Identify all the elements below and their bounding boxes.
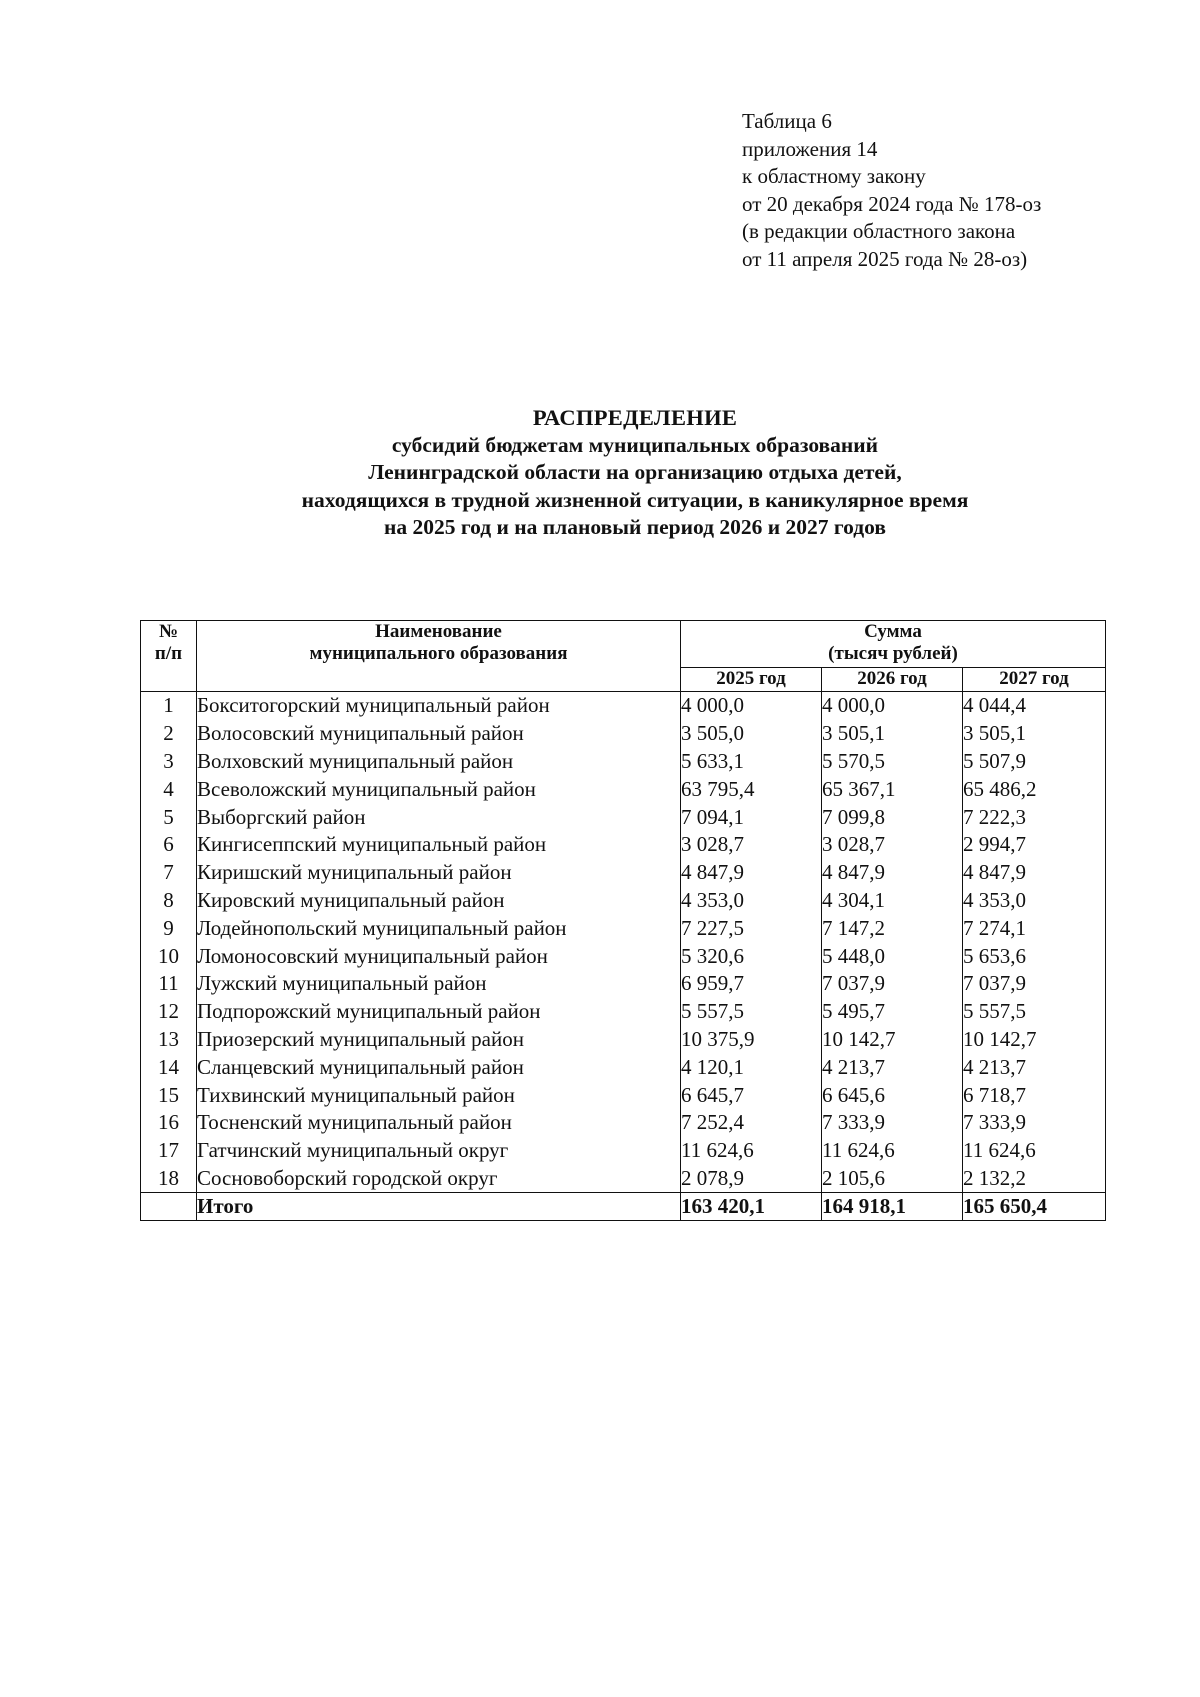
value-2026: 4 213,7 — [822, 1053, 963, 1081]
value-2026: 11 624,6 — [822, 1137, 963, 1165]
value-2025: 63 795,4 — [681, 775, 822, 803]
document-title — [0, 404, 1200, 542]
value-2025: 7 252,4 — [681, 1109, 822, 1137]
row-number: 1 — [141, 692, 197, 720]
value-2025: 7 094,1 — [681, 803, 822, 831]
total-label: Итого — [197, 1193, 681, 1221]
value-2027: 4 213,7 — [963, 1053, 1106, 1081]
row-number: 2 — [141, 720, 197, 748]
table-row — [141, 914, 1106, 942]
row-number: 6 — [141, 831, 197, 859]
value-2026: 3 028,7 — [822, 831, 963, 859]
value-2025: 3 028,7 — [681, 831, 822, 859]
municipality-name: Всеволожский муниципальный район — [197, 775, 681, 803]
value-2026: 2 105,6 — [822, 1165, 963, 1193]
row-number: 10 — [141, 942, 197, 970]
table-row — [141, 970, 1106, 998]
municipality-name: Бокситогорский муниципальный район — [197, 692, 681, 720]
table-row — [141, 1137, 1106, 1165]
value-2025: 5 633,1 — [681, 748, 822, 776]
municipality-name: Волховский муниципальный район — [197, 748, 681, 776]
row-number: 14 — [141, 1053, 197, 1081]
value-2027: 4 044,4 — [963, 692, 1106, 720]
row-number: 5 — [141, 803, 197, 831]
value-2025: 4 120,1 — [681, 1053, 822, 1081]
row-number: 16 — [141, 1109, 197, 1137]
value-2025: 4 000,0 — [681, 692, 822, 720]
value-2025: 4 353,0 — [681, 887, 822, 915]
municipality-name: Волосовский муниципальный район — [197, 720, 681, 748]
value-2027: 3 505,1 — [963, 720, 1106, 748]
value-2025: 10 375,9 — [681, 1026, 822, 1054]
value-2027: 4 847,9 — [963, 859, 1106, 887]
value-2027: 65 486,2 — [963, 775, 1106, 803]
value-2027: 7 333,9 — [963, 1109, 1106, 1137]
value-2027: 6 718,7 — [963, 1081, 1106, 1109]
total-2027: 165 650,4 — [963, 1193, 1106, 1221]
total-number-cell — [141, 1193, 197, 1221]
value-2027: 5 507,9 — [963, 748, 1106, 776]
header-sum-line2: (тысяч рублей) — [828, 643, 958, 664]
value-2026: 4 847,9 — [822, 859, 963, 887]
value-2027: 7 037,9 — [963, 970, 1106, 998]
table-row — [141, 831, 1106, 859]
row-number: 4 — [141, 775, 197, 803]
attachment-line: Таблица 6 — [742, 109, 832, 133]
value-2026: 7 333,9 — [822, 1109, 963, 1137]
attachment-line: к областному закону — [742, 164, 926, 188]
attachment-line: (в редакции областного закона — [742, 219, 1016, 243]
value-2025: 5 320,6 — [681, 942, 822, 970]
title-line: субсидий бюджетам муниципальных образований — [391, 432, 879, 457]
row-number: 8 — [141, 887, 197, 915]
value-2026: 10 142,7 — [822, 1026, 963, 1054]
row-number: 3 — [141, 748, 197, 776]
row-number: 15 — [141, 1081, 197, 1109]
header-number-line1: № — [158, 621, 179, 642]
table-header — [141, 621, 1106, 692]
table-row — [141, 775, 1106, 803]
header-year-2027: 2027 год — [963, 668, 1106, 692]
row-number: 7 — [141, 859, 197, 887]
value-2025: 5 557,5 — [681, 998, 822, 1026]
value-2025: 6 959,7 — [681, 970, 822, 998]
municipality-name: Кингисеппский муниципальный район — [197, 831, 681, 859]
table-row — [141, 887, 1106, 915]
value-2025: 2 078,9 — [681, 1165, 822, 1193]
value-2026: 3 505,1 — [822, 720, 963, 748]
table-row — [141, 748, 1106, 776]
table-row — [141, 1053, 1106, 1081]
total-2025: 163 420,1 — [681, 1193, 822, 1221]
value-2026: 65 367,1 — [822, 775, 963, 803]
municipality-name: Кировский муниципальный район — [197, 887, 681, 915]
table-row — [141, 859, 1106, 887]
value-2026: 5 495,7 — [822, 998, 963, 1026]
value-2027: 2 132,2 — [963, 1165, 1106, 1193]
attachment-reference — [742, 108, 1041, 273]
header-name — [197, 621, 681, 692]
value-2025: 7 227,5 — [681, 914, 822, 942]
value-2027: 10 142,7 — [963, 1026, 1106, 1054]
row-number: 9 — [141, 914, 197, 942]
title-heading: РАСПРЕДЕЛЕНИЕ — [532, 405, 738, 430]
value-2025: 6 645,7 — [681, 1081, 822, 1109]
table-footer — [141, 1193, 1106, 1221]
title-line: находящихся в трудной жизненной ситуации, в каникулярное время — [301, 487, 969, 512]
row-number: 11 — [141, 970, 197, 998]
table-row — [141, 1026, 1106, 1054]
table-body — [141, 692, 1106, 1193]
row-number: 18 — [141, 1165, 197, 1193]
municipality-name: Подпорожский муниципальный район — [197, 998, 681, 1026]
table-row — [141, 720, 1106, 748]
municipality-name: Приозерский муниципальный район — [197, 1026, 681, 1054]
title-line: на 2025 год и на плановый период 2026 и 2027 годов — [384, 515, 886, 539]
total-row — [141, 1193, 1106, 1221]
row-number: 13 — [141, 1026, 197, 1054]
header-name-line1: Наименование — [375, 621, 502, 642]
table-row — [141, 942, 1106, 970]
table-row — [141, 1081, 1106, 1109]
value-2026: 4 000,0 — [822, 692, 963, 720]
value-2026: 7 037,9 — [822, 970, 963, 998]
value-2027: 7 222,3 — [963, 803, 1106, 831]
value-2025: 11 624,6 — [681, 1137, 822, 1165]
municipality-name: Тосненский муниципальный район — [197, 1109, 681, 1137]
header-sum-line1: Сумма — [864, 621, 922, 642]
value-2027: 2 994,7 — [963, 831, 1106, 859]
value-2026: 7 099,8 — [822, 803, 963, 831]
municipality-name: Выборгский район — [197, 803, 681, 831]
row-number: 12 — [141, 998, 197, 1026]
value-2026: 5 570,5 — [822, 748, 963, 776]
value-2026: 4 304,1 — [822, 887, 963, 915]
table-row — [141, 1165, 1106, 1193]
attachment-line: от 20 декабря 2024 года № 178-оз — [742, 191, 1042, 216]
header-number — [141, 621, 197, 692]
municipality-name: Лужский муниципальный район — [197, 970, 681, 998]
value-2026: 5 448,0 — [822, 942, 963, 970]
value-2027: 7 274,1 — [963, 914, 1106, 942]
value-2026: 7 147,2 — [822, 914, 963, 942]
municipality-name: Лодейнопольский муниципальный район — [197, 914, 681, 942]
municipality-name: Сланцевский муниципальный район — [197, 1053, 681, 1081]
value-2027: 5 653,6 — [963, 942, 1106, 970]
value-2027: 4 353,0 — [963, 887, 1106, 915]
value-2025: 4 847,9 — [681, 859, 822, 887]
table-row — [141, 1109, 1106, 1137]
table-row — [141, 803, 1106, 831]
table-row — [141, 998, 1106, 1026]
header-sum — [681, 621, 1106, 668]
value-2027: 5 557,5 — [963, 998, 1106, 1026]
attachment-line: приложения 14 — [742, 136, 878, 161]
municipality-name: Киришский муниципальный район — [197, 859, 681, 887]
header-number-line2: п/п — [154, 643, 183, 664]
value-2025: 3 505,0 — [681, 720, 822, 748]
attachment-line: от 11 апреля 2025 года № 28-оз) — [742, 246, 1028, 271]
municipality-name: Гатчинский муниципальный округ — [197, 1137, 681, 1165]
table-row — [141, 692, 1106, 720]
header-year-2025: 2025 год — [681, 668, 822, 692]
value-2026: 6 645,6 — [822, 1081, 963, 1109]
municipality-name: Ломоносовский муниципальный район — [197, 942, 681, 970]
title-line: Ленинградской области на организацию отдыха детей, — [368, 460, 902, 484]
distribution-table — [140, 620, 1106, 1221]
row-number: 17 — [141, 1137, 197, 1165]
header-year-2026: 2026 год — [822, 668, 963, 692]
municipality-name: Тихвинский муниципальный район — [197, 1081, 681, 1109]
value-2027: 11 624,6 — [963, 1137, 1106, 1165]
municipality-name: Сосновоборский городской округ — [197, 1165, 681, 1193]
total-2026: 164 918,1 — [822, 1193, 963, 1221]
header-name-line2: муниципального образования — [309, 643, 568, 664]
